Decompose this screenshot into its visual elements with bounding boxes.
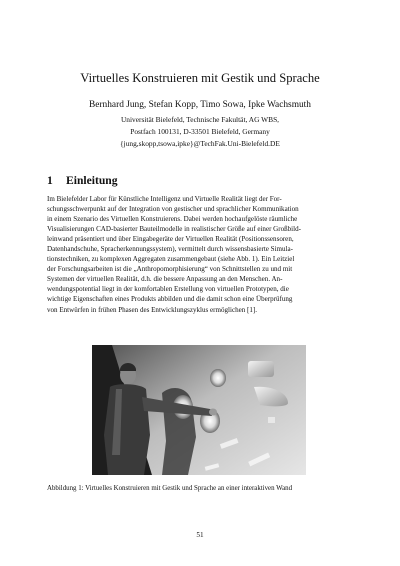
- body-line: Systemen der virtuellen Realität, d.h. die bessere Anpassung an den Menschen. An-: [47, 275, 283, 284]
- paper-authors: Bernhard Jung, Stefan Kopp, Timo Sowa, Ipke Wachsmuth: [89, 100, 311, 110]
- figure-photo: [92, 345, 306, 475]
- body-line: schungsschwerpunkt auf der Integration von gestischer und sprachlicher Kommunikation: [47, 205, 299, 214]
- person-hand: [209, 409, 217, 416]
- body-line: wendungspotential liegt in der komfortablen Erstellung von virtuellen Prototypen, die: [47, 285, 289, 294]
- virtual-part: [268, 417, 275, 423]
- postal-address-line: Postfach 100131, D-33501 Bielefeld, Germany: [130, 127, 270, 136]
- body-line: von Entwürfen in frühen Phasen des Entwicklungszyklus ermöglichen [1].: [47, 305, 257, 314]
- section-body: [47, 194, 355, 315]
- section-title: Einleitung: [66, 174, 118, 187]
- email-line: {jung,skopp,tsowa,ipke}@TechFak.Uni-Bielefeld.DE: [120, 139, 280, 148]
- figure-illustration: [92, 345, 306, 475]
- virtual-part: [248, 361, 274, 377]
- figure-caption: Abbildung 1: Virtuelles Konstruieren mit Gestik und Sprache an einer interaktiven Wand: [47, 485, 293, 492]
- body-line: der Forschungsarbeiten ist die „Anthropomorphisierung“ von Schnittstellen zu und mit: [47, 265, 293, 274]
- affiliation-line: Universität Bielefeld, Technische Fakultät, AG WBS,: [120, 115, 280, 124]
- body-line: wichtige Eigenschaften eines Produkts abbilden und die damit schon eine Überprüfung: [47, 295, 293, 304]
- body-line: in einem Szenario des Virtuellen Konstruierens. Dabei werden hochaufgelöste räumliche: [47, 215, 298, 224]
- page-number: 51: [196, 531, 204, 539]
- body-line: leinwand präsentiert und über Eingabegeräte der Virtuellen Realität (Positionssensoren,: [47, 235, 294, 244]
- body-line: tionstechniken, zu komplexen Aggregaten zusammengebaut (siehe Abb. 1). Ein Leitziel: [47, 255, 295, 264]
- body-line: Im Bielefelder Labor für Künstliche Intelligenz und Virtuelle Realität liegt der For-: [47, 195, 282, 203]
- section-number: 1: [47, 174, 53, 187]
- section-heading: [47, 174, 347, 188]
- body-line: Visualisierungen CAD-basierter Bauteilmodelle in realistischer Größe auf einer Großbild-: [47, 225, 301, 234]
- body-line: Datenhandschuhe, Spracherkennungssystem), vermittelt durch wissensbasierte Simula-: [47, 245, 293, 254]
- paper-title: Virtuelles Konstruieren mit Gestik und Sprache: [80, 71, 320, 85]
- virtual-wheel: [210, 369, 226, 387]
